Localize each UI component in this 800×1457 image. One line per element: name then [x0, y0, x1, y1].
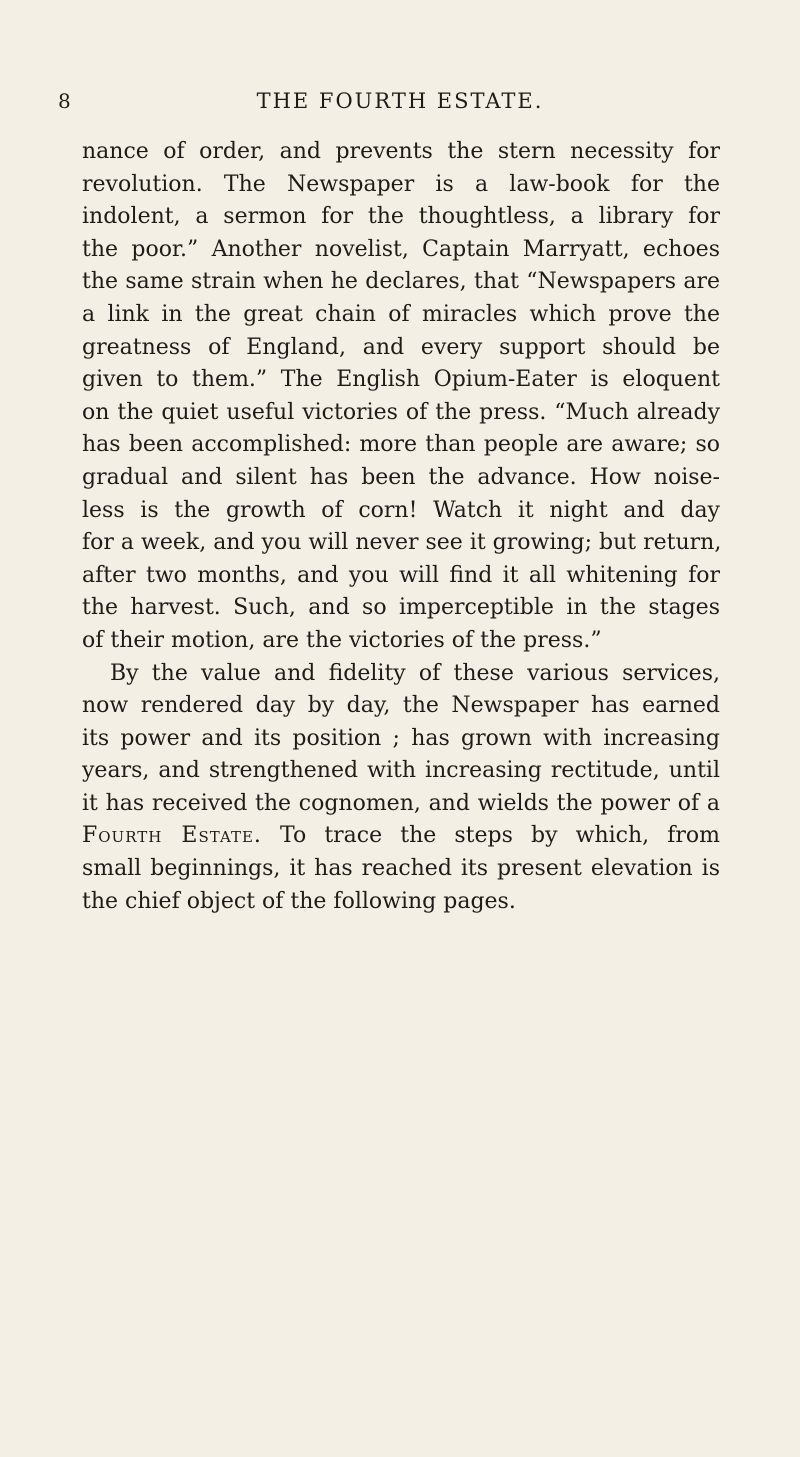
text-line: gradual and silent has been the advance. How noise- [82, 464, 720, 490]
text-line: it has received the cognomen, and wields the power of a [82, 790, 720, 816]
text-line: small beginnings, it has reached its present elevation is [82, 856, 720, 882]
text-line: greatness of England, and every support should be [82, 334, 720, 360]
text-line: given to them.” The English Opium-Eater is eloquent [82, 367, 720, 393]
text-line: the harvest. Such, and so imperceptible in the stages [82, 595, 720, 621]
text-line: its power and its position ; has grown with increasing [82, 725, 720, 751]
text-line: on the quiet useful victories of the press. “Much already [82, 399, 720, 425]
text-line: of their motion, are the victories of the press.” [82, 627, 602, 653]
text-line: the same strain when he declares, that “Newspapers are [82, 269, 720, 295]
text-line: now rendered day by day, the Newspaper has earned [82, 693, 720, 719]
text-line: less is the growth of corn! Watch it night and day [82, 497, 720, 523]
text-line: years, and strengthened with increasing rectitude, until [82, 758, 720, 784]
running-head: THE FOURTH ESTATE. [256, 89, 544, 113]
page-header [58, 86, 742, 116]
text-line: for a week, and you will never see it growing; but return, [82, 530, 722, 556]
body-text [82, 136, 720, 918]
text-line: a link in the great chain of miracles which prove the [82, 301, 720, 327]
text-line: indolent, a sermon for the thoughtless, a library for [82, 204, 720, 230]
text-line: after two months, and you will find it all whitening for [82, 562, 720, 588]
text-line: has been accomplished: more than people are aware; so [82, 432, 720, 458]
fourth-estate-smallcaps: Fourth Estate. [82, 823, 262, 849]
text-line: nance of order, and prevents the stern necessity for [82, 139, 720, 164]
text-line-rest: To trace the steps by which, from [261, 823, 720, 849]
text-line: the chief object of the following pages. [82, 888, 516, 914]
text-line-fourth-estate [82, 820, 720, 853]
text-line: By the value and fidelity of these various services, [110, 660, 720, 686]
page-number: 8 [58, 89, 71, 113]
text-line: the poor.” Another novelist, Captain Marryatt, echoes [82, 236, 720, 262]
text-line: revolution. The Newspaper is a law-book for the [82, 171, 720, 197]
